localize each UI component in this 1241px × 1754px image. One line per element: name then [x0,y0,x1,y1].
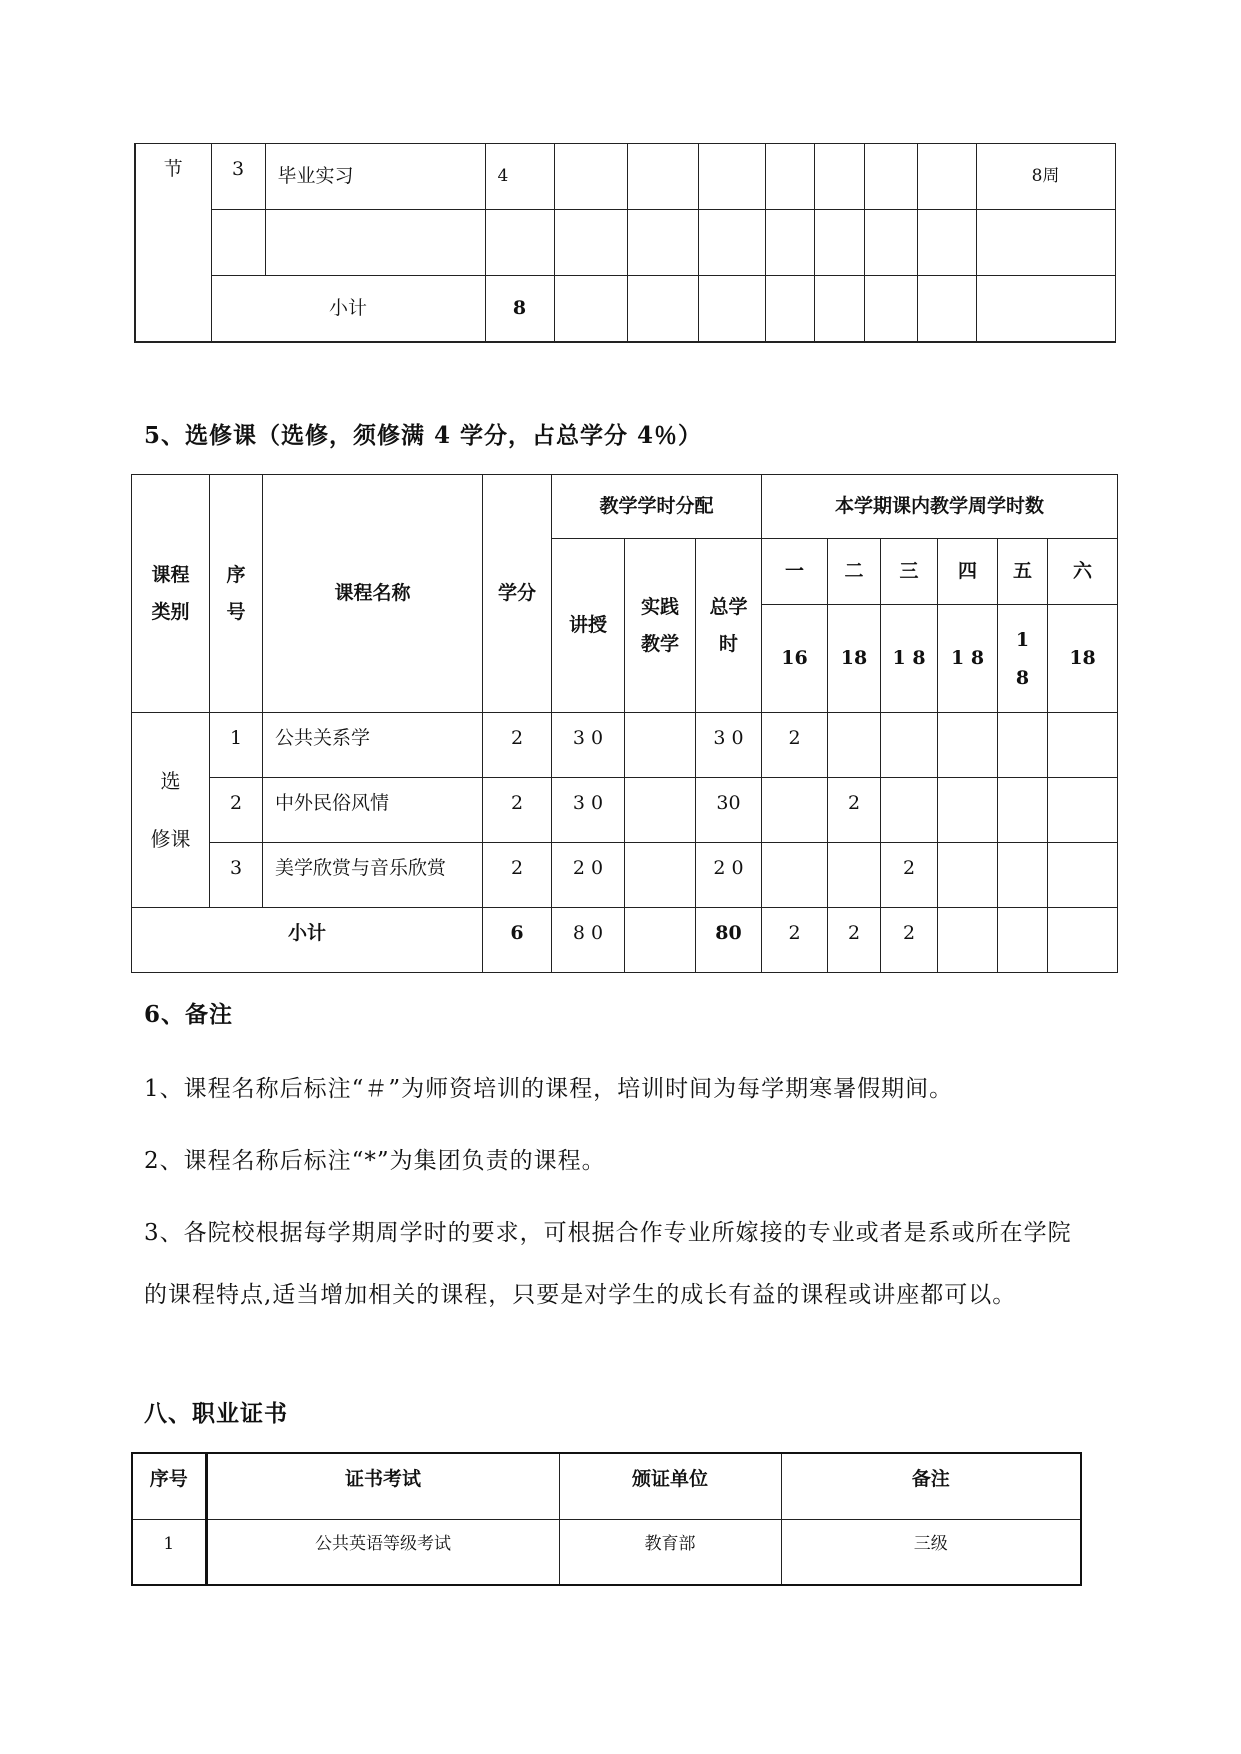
header-course-name: 课程名称 [263,475,483,713]
term-hours [1048,713,1118,778]
header-cert-note: 备注 [781,1453,1081,1519]
course-name: 公共关系学 [263,713,483,778]
term-hours [1048,843,1118,908]
course-name: 中外民俗风情 [263,778,483,843]
header-hours-group: 教学学时分配 [552,475,762,539]
course-total: 3 0 [696,713,762,778]
course-credit: 4 [485,144,554,210]
term-weeks-1: 16 [762,605,828,713]
row-seq: 2 [210,778,263,843]
subtotal-term-hours [938,908,998,973]
term-hours [828,713,881,778]
subtotal-label: 小计 [132,908,483,973]
section5-title: 5、选修课（选修，须修满 4 学分，占总学分 4％） [144,422,703,449]
subtotal-term-hours: 2 [762,908,828,973]
course-practice [625,778,696,843]
course-lecture: 3 0 [552,778,625,843]
note-2: 2、课程名称后标注“*”为集团负责的课程。 [144,1148,606,1174]
header-credit: 学分 [483,475,552,713]
note-1: 1、课程名称后标注“＃”为师资培训的课程，培训时间为每学期寒暑假期间。 [144,1076,954,1102]
section-label-cell [135,144,211,342]
section6-title: 6、备注 [144,1001,234,1028]
course-lecture: 2 0 [552,843,625,908]
cert-note: 三级 [781,1519,1081,1585]
course-practice [625,713,696,778]
term-hours: 2 [828,778,881,843]
subtotal-term-hours [998,908,1048,973]
term-hours: 2 [762,713,828,778]
cert-exam: 公共英语等级考试 [206,1519,559,1585]
term-hours [762,778,828,843]
subtotal-practice [625,908,696,973]
term-weeks-2: 18 [828,605,881,713]
term-hours [938,778,998,843]
term-hours [1048,778,1118,843]
term-hours [881,713,938,778]
certificate-table [131,1452,1082,1586]
header-practice: 实践 教学 [625,539,696,713]
row-seq: 3 [210,843,263,908]
term-hours [762,843,828,908]
header-term-2: 二 [828,539,881,605]
note-3-continued: 的课程特点,适当增加相关的课程，只要是对学生的成长有益的课程或讲座都可以。 [144,1282,1017,1308]
subtotal-term-hours [1048,908,1118,973]
course-credit: 2 [483,778,552,843]
term-hours [998,713,1048,778]
section8-title: 八、职业证书 [144,1400,288,1427]
course-credit: 2 [483,713,552,778]
subtotal-lecture: 8 0 [552,908,625,973]
header-category: 课程 类别 [132,475,210,713]
subtotal-term-hours: 2 [828,908,881,973]
term-weeks-6: 18 [1048,605,1118,713]
internship-table [134,143,1116,343]
term-weeks-5: 1 8 [998,605,1048,713]
subtotal-credit: 8 [485,276,554,342]
header-weeks-group: 本学期课内教学周学时数 [762,475,1118,539]
course-practice [625,843,696,908]
course-name: 美学欣赏与音乐欣赏 [263,843,483,908]
term-hours [828,843,881,908]
header-term-5: 五 [998,539,1048,605]
header-lecture: 讲授 [552,539,625,713]
elective-category: 选 修课 [132,713,210,908]
header-total-hours: 总学 时 [696,539,762,713]
course-credit: 2 [483,843,552,908]
header-seq: 序 号 [210,475,263,713]
term-weeks-3: 1 8 [881,605,938,713]
course-total: 30 [696,778,762,843]
term-hours [938,713,998,778]
elective-table [131,474,1118,973]
subtotal-label: 小计 [211,276,485,342]
course-total: 2 0 [696,843,762,908]
cert-issuer: 教育部 [559,1519,781,1585]
header-cert-exam: 证书考试 [206,1453,559,1519]
header-term-3: 三 [881,539,938,605]
row-seq: 3 [211,144,265,210]
row-seq: 1 [210,713,263,778]
subtotal-term-hours: 2 [881,908,938,973]
header-term-1: 一 [762,539,828,605]
section-char: 节 [163,158,183,180]
course-lecture: 3 0 [552,713,625,778]
subtotal-credit: 6 [483,908,552,973]
header-cert-seq: 序号 [132,1453,206,1519]
header-term-4: 四 [938,539,998,605]
row-seq [211,210,265,276]
header-cert-issuer: 颁证单位 [559,1453,781,1519]
term-weeks-4: 1 8 [938,605,998,713]
subtotal-total: 80 [696,908,762,973]
note-3: 3、各院校根据每学期周学时的要求，可根据合作专业所嫁接的专业或者是系或所在学院 [144,1220,1072,1246]
course-note: 8周 [976,144,1115,210]
term-hours [881,778,938,843]
term-hours: 2 [881,843,938,908]
cert-seq: 1 [132,1519,206,1585]
header-term-6: 六 [1048,539,1118,605]
term-hours [938,843,998,908]
term-hours [998,843,1048,908]
course-name [265,210,485,276]
term-hours [998,778,1048,843]
course-name: 毕业实习 [265,144,485,210]
